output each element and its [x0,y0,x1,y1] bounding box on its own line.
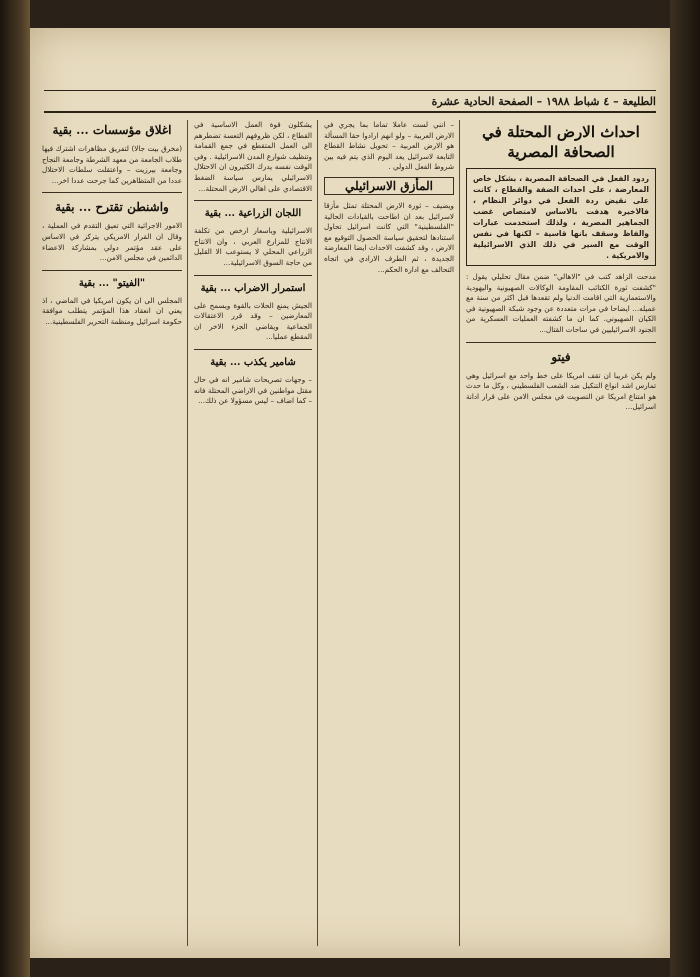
column-rule [317,120,318,946]
section-headline-shamir: شامير يكذب ... بقية [210,356,296,368]
divider [466,342,656,343]
book-binding-right [670,0,700,977]
section-headline-veto-cont: "الفيتو" ... بقية [78,277,146,289]
article-body-strike: الجيش يمنع الحلات بالقوة ويسمح على المعارضين – وقد قرر الاعتقالات الجماعية ويقاضي الجزء الاخر ان المقطع عمليا... [194,300,312,342]
column-rule [459,120,460,946]
book-binding-left [0,0,30,977]
section-headline-closures: اغلاق مؤسسات ... بقية [52,123,172,137]
newspaper-page [30,28,670,958]
column-4 [42,120,182,948]
article-body-washington: الامور الاجرائية التي تعيق التقدم في العملية ، وقال ان القرار الامريكي يتركز في الاساس على عقد مؤتمر دولي بمشاركة الاعضاء الدائمين في مجلس الامن... [42,221,182,263]
divider [42,192,182,193]
section-headline-agri: اللجان الزراعية ... بقية [204,208,302,220]
page-header [44,90,656,113]
article-body-agri: الاسرائيلية وباسعار ارخص من تكلفة الانتاج للمزارع العربي ، وان الانتاج الزراعي المحلي لا يستوعب الا القليل من حاجة السوق الاسرائيلية... [194,226,312,267]
column-rule [187,120,188,946]
article-body-veto: ولم يكن غريبا ان تقف امريكا على خط واحد مع اسرائيل وهي تمارس اشد انواع التنكيل ضد الشعب الفلسطيني ، وكل ما حدث هو امتناع امريكا عن التصويت في مجلس الامن على قرار ادانة اسرائيل... [466,370,656,412]
column-3 [194,120,312,948]
divider [194,200,312,201]
section-headline-impasse: المأزق الاسرائيلي [324,177,454,195]
article-body-closures: (مخرق بيت جالا) لتفريق مظاهرات اشترك فيها طلاب الجامعة من معهد الشرطة وجامعة النجاح وجامعة بيرزيت – واعتقلت سلطات الاحتلال عددا من المتظاهرين كما جرحت عددا اخر... [42,144,182,185]
header-masthead: الطليعة – ٤ شباط ١٩٨٨ – الصفحة الحادية عشرة [431,94,656,108]
section-headline-strike: استمرار الاضراب ... بقية [200,282,306,294]
divider [194,349,312,350]
article-body-shamir: – وجهات تصريحات شامير انه في حال مقتل مواطنين في الاراضي المحتلة فانه – كما اضاف – ليس مسؤولا عن ذلك... [194,374,312,406]
column-2 [324,120,454,948]
article-body: مدحت الزاهد كتب في "الاهالي" ضمن مقال تحليلي يقول : "كشفت ثورة الكتائب المقاومة الوكالات الصهيونية واليهودية والاستعمارية التي اقامت الدنيا ولم تقعدها قبل اكثر من سنة مع عميله... ايضاحا في مرات متعددة عن وجود شبكة الصهيونية في الكيان الصهيوني. كما ان ما كشفته العمليات العسكرية من الجنود الاسرائيليين في ساحات القتال... [466,272,656,334]
column-1 [466,120,656,948]
article-body-veto-cont: المجلس الى ان يكون امريكيا في الماضي ، اذ يعني ان انعقاد هذا المؤتمر يتطلب موافقة حكومة اسرائيل ومنظمة التحرير الفلسطينية... [42,295,182,326]
section-headline-washington: واشنطن تقترح ... بقية [55,200,169,215]
section-headline-veto: فيتو [551,349,571,364]
divider [42,270,182,271]
headline-summary-box: ردود الفعل في الصحافة المصرية ، بشكل خاص المعارضة ، على احداث الضفة والقطاع ، كانت على نقيض ردة الفعل في دوائر النظام ، فالاخيرة هدفت بالاساس لامتصاص غضب الجماهير المصرية ، ولذلك استخدمت عبارات والفاظ وسقف بانها قاسية – لكنها في نفس الوقت مع السير في ذلك الذي الاسرائيلية والامريكية . [466,168,656,266]
article-body-impasse: ويضيف – ثورة الارض المحتلة تمثل مأزقا لاسرائيل بعد ان اطاحت بالقيادات الحالية "الفلسطينية" التي كانت اسرائيل تحاول استنادها لتحقيق سياسة الحصول التوقيع مع الارض ، وقد كشفت الاحداث ايضا المعارضة الجديدة ، ثم الطرف الارادي في اتجاه التحالف مع ادارة الحكم... [324,200,454,274]
divider [194,275,312,276]
article-body: – انني لست عاملا تماما بما يجري في الارض العربية – ولو انهم ارادوا حقا المسألة هو الارض العربية – تحويل نشاط القطاع التابعة لاسرائيل يعد اليوم الذي يتم فيه بين شروط الفعل الدولي . [324,120,454,172]
main-headline: احداث الارض المحتلة في الصحافة المصرية [482,123,640,161]
article-body: يشكلون قوة العمل الاساسية في القطاع ، لكن ظروفهم التعسة تضطرهم الى العمل المتقطع في جمع القمامة وتنظيف شوارع المدن الاسرائيلية . وفي الوقت نفسه يدرك الكثيرون ان الاحتلال الاسرائيلي يمارس سياسة الضغط الاقتصادي على اهالي الارض المحتلة... [194,120,312,193]
